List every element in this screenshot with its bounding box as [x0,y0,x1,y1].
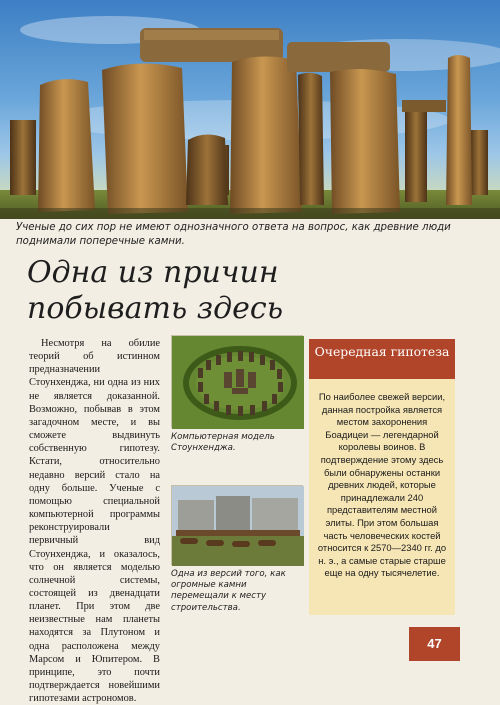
page-number: 47 [409,627,460,661]
page-title: Одна из причин побывать здесь [27,255,284,326]
sidebar-text: По наиболее свежей версии, данная постройка является местом захоронения Боадицеи — легендарной королевы воинов. В подтверждение этому здесь были обнаружены останки древних людей, которые принадлежали 240 представителям местной элиты. При этом большая часть человеческих костей относится к 2570—2340 гг. до н. э., а самые старые старше еще на одну тысячелетие. [317,391,447,579]
hero-caption: Ученые до сих пор не имеют однозначного ответа на вопрос, как древние люди поднимали поперечные камни. [16,222,451,247]
stones-caption: Одна из версий того, как огромные камни перемещали к месту строительства. [171,569,286,613]
model-caption: Компьютерная модель Стоунхенджа. [171,432,275,454]
stonehenge-photo [0,0,500,219]
sidebar-title: Очередная гипотеза [309,339,455,379]
model-photo [171,335,303,428]
article-body: Несмотря на обилие теорий об истинном предназначении Стоунхенджа, ни одна из них не является доказанной. Возможно, побывав в этом загадочном месте, и вы сможете выдвинуть собственную гипотезу. Кстати, относительно недавно версий стало на одну больше. Ученые с помощью специальной компьютерной программы реконструировали первичный вид Стоунхенджа, и оказалось, что он является моделью солнечной системы, состоящей из двенадцати планет. При этом две неизвестные нам планеты находятся за Плутоном и одна расположена между Марсом и Юпитером. В принципе, это почти подтверждается новейшими гипотезами астрономов. [29,338,160,705]
sidebar-hypothesis [309,339,455,615]
stones-photo [171,485,303,565]
